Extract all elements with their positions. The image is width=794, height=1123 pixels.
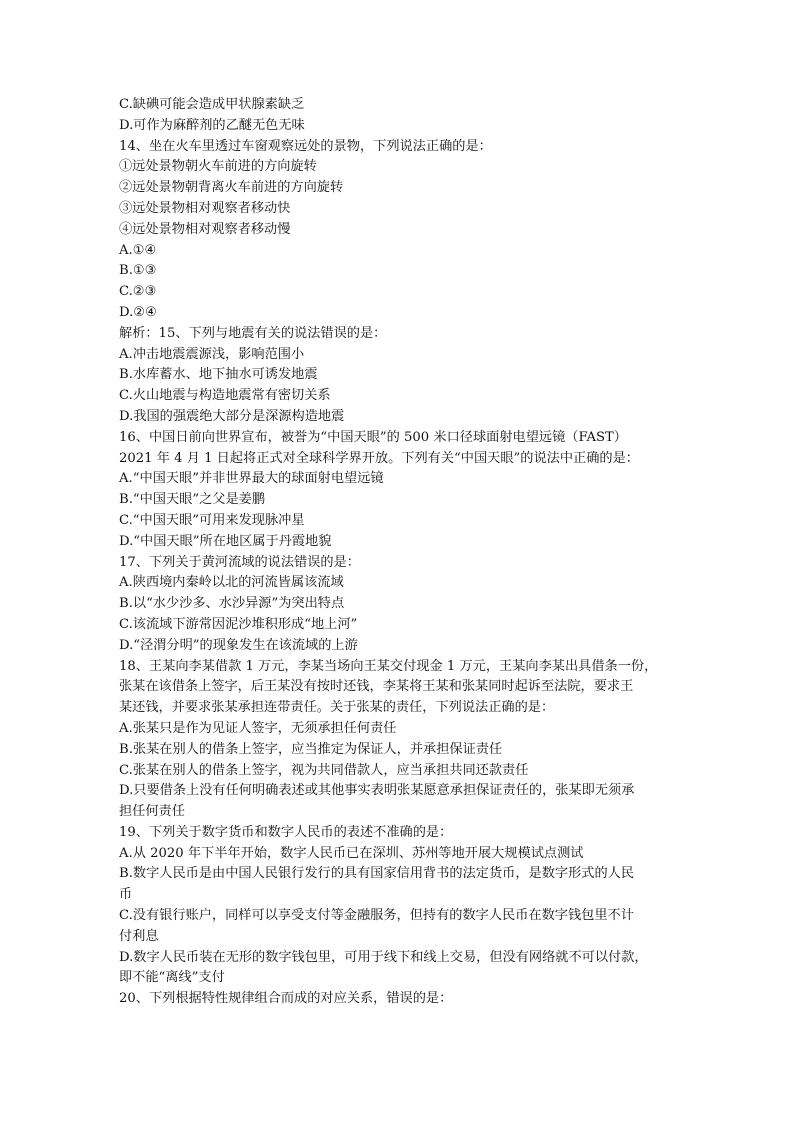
text-line: C.火山地震与构造地震常有密切关系 <box>119 388 331 404</box>
text-line: A.“中国天眼”并非世界最大的球面射电望远镜 <box>119 471 384 487</box>
text-line: C.张某在别人的借条上签字，视为共同借款人，应当承担共同还款责任 <box>119 762 529 778</box>
text-line: ④远处景物相对观察者移动慢 <box>119 221 291 237</box>
text-line: ①远处景物朝火车前进的方向旋转 <box>119 159 317 175</box>
text-line: D.数字人民币装在无形的数字钱包里，可用于线下和线上交易，但没有网络就不可以付款， <box>119 949 648 965</box>
text-line: B.数字人民币是由中国人民银行发行的具有国家信用背书的法定货币，是数字形式的人民 <box>119 866 635 882</box>
text-line: C.该流域下游常因泥沙堆积形成“地上河” <box>119 616 358 632</box>
text-line: 16、中国日前向世界宣布，被誉为“中国天眼”的 500 米口径球面射电望远镜（FAST） <box>119 429 627 445</box>
text-line: C.没有银行账户，同样可以享受支付等金融服务，但持有的数字人民币在数字钱包里不计 <box>119 908 634 924</box>
text-line: B.以“水少沙多、水沙异源”为突出特点 <box>119 596 345 612</box>
text-line: B.“中国天眼”之父是姜鹏 <box>119 492 266 508</box>
text-line: D.②④ <box>119 304 157 320</box>
text-line: A.张某只是作为见证人签字，无须承担任何责任 <box>119 720 397 736</box>
text-line: D.我国的强震绝大部分是深源构造地震 <box>119 408 345 424</box>
text-line: 某还钱，并要求张某承担连带责任。关于张某的责任，下列说法正确的是： <box>119 700 555 716</box>
text-line: C.②③ <box>119 284 157 300</box>
text-line: A.①④ <box>119 242 157 258</box>
text-line: 14、坐在火车里透过车窗观察远处的景物，下列说法正确的是： <box>119 138 492 154</box>
text-line: 解析：15、下列与地震有关的说法错误的是： <box>119 325 387 341</box>
text-line: 币 <box>119 887 133 903</box>
text-line: B.①③ <box>119 263 157 279</box>
text-line: D.“中国天眼”所在地区属于丹霞地貌 <box>119 533 332 549</box>
text-line: 担任何责任 <box>119 804 185 820</box>
text-line: 付利息 <box>119 928 159 944</box>
text-line: 17、下列关于黄河流域的说法错误的是： <box>119 554 360 570</box>
text-line: C.“中国天眼”可用来发现脉冲星 <box>119 512 305 528</box>
text-line: 20、下列根据特性规律组合而成的对应关系，错误的是： <box>119 991 453 1007</box>
document-page <box>119 95 677 1010</box>
text-line: ②远处景物朝背离火车前进的方向旋转 <box>119 180 344 196</box>
text-line: B.水库蓄水、地下抽水可诱发地震 <box>119 367 318 383</box>
text-line: D.只要借条上没有任何明确表述或其他事实表明张某愿意承担保证责任的，张某即无须承 <box>119 783 635 799</box>
text-line: 张某在该借条上签字，后王某没有按时还钱，李某将王某和张某同时起诉至法院，要求王 <box>119 679 634 695</box>
text-line: A.陕西境内秦岭以北的河流皆属该流域 <box>119 575 344 591</box>
text-line: C.缺碘可能会造成甲状腺素缺乏 <box>119 97 305 112</box>
text-line: A.冲击地震震源浅，影响范围小 <box>119 346 305 362</box>
text-line: 19、下列关于数字货币和数字人民币的表述不准确的是： <box>119 824 453 840</box>
text-line: 2021 年 4 月 1 日起将正式对全球科学界开放。下列有关“中国天眼”的说法中正确的是： <box>119 450 639 466</box>
text-line: A.从 2020 年下半年开始，数字人民币已在深圳、苏州等地开展大规模试点测试 <box>119 845 584 861</box>
text-line: 即不能“离线”支付 <box>119 970 225 986</box>
text-line: B.张某在别人的借条上签字，应当推定为保证人，并承担保证责任 <box>119 741 503 757</box>
text-line: D.“泾渭分明”的现象发生在该流域的上游 <box>119 637 358 653</box>
text-line: 18、王某向李某借款 1 万元，李某当场向王某交付现金 1 万元，王某向李某出具借条一份， <box>119 658 658 674</box>
text-line: D.可作为麻醉剂的乙醚无色无味 <box>119 117 305 133</box>
text-line: ③远处景物相对观察者移动快 <box>119 200 291 216</box>
